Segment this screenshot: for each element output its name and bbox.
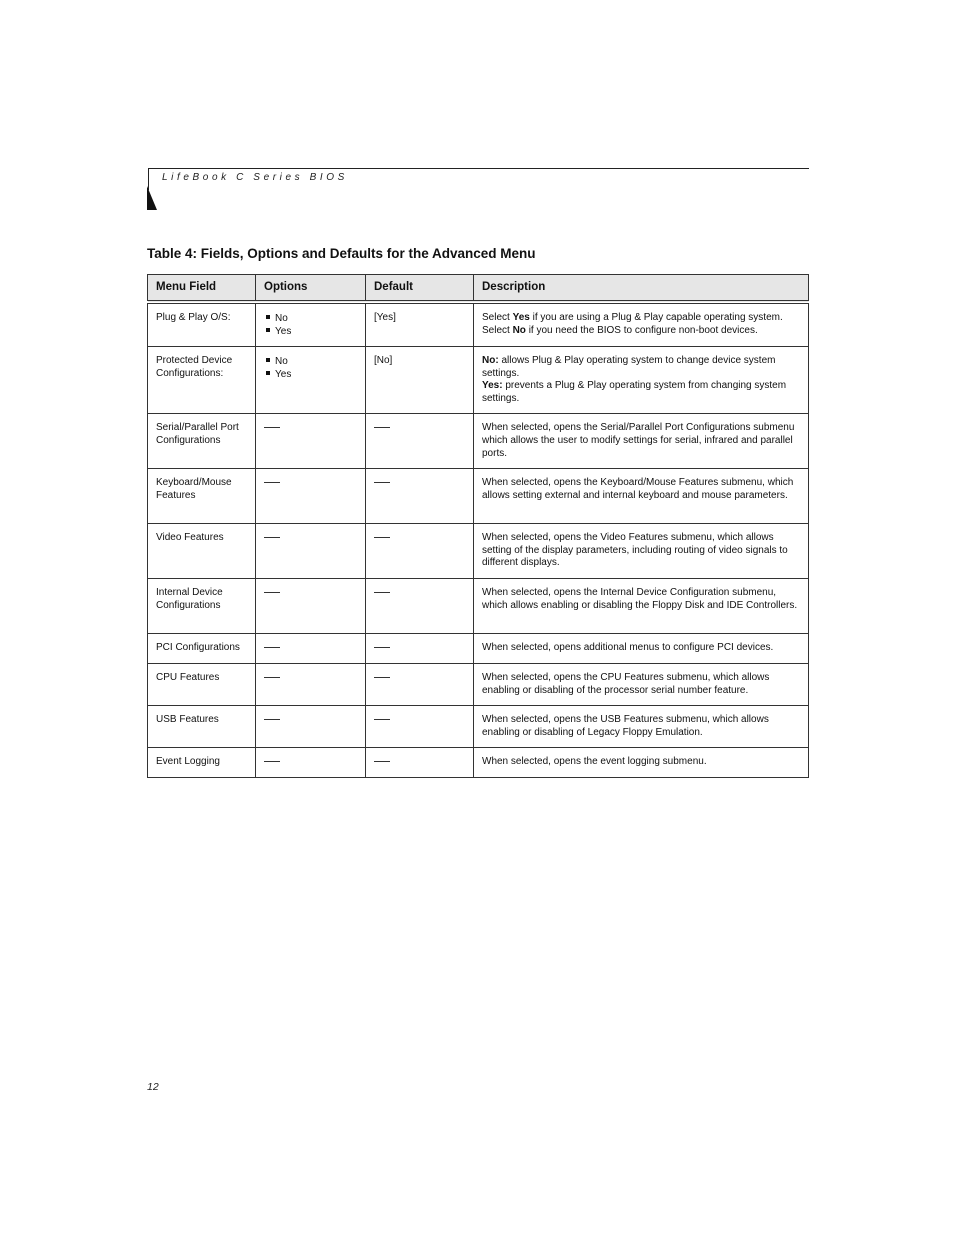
dash-icon: [374, 647, 390, 648]
dash-icon: [264, 537, 280, 538]
option-item: No: [264, 312, 359, 325]
table-row: [148, 663, 809, 705]
menu-field-cell: Event Logging: [148, 748, 256, 778]
description-cell: When selected, opens the Keyboard/Mouse Features submenu, which allows setting external and internal keyboard and mouse parameters.: [474, 469, 809, 524]
dash-icon: [374, 677, 390, 678]
description-cell: When selected, opens additional menus to configure PCI devices.: [474, 633, 809, 663]
default-cell: [366, 633, 474, 663]
default-cell: [366, 414, 474, 469]
options-cell: [256, 302, 366, 347]
col-header-default: Default: [366, 275, 474, 303]
dash-icon: [374, 719, 390, 720]
dash-icon: [374, 761, 390, 762]
table-row: [148, 302, 809, 347]
table-row: [148, 748, 809, 778]
menu-field-cell: USB Features: [148, 706, 256, 748]
menu-field-cell: CPU Features: [148, 663, 256, 705]
description-line: Yes: prevents a Plug & Play operating system from changing system settings.: [482, 380, 787, 404]
options-cell: [256, 347, 366, 414]
description-cell: When selected, opens the CPU Features submenu, which allows enabling or disabling of the processor serial number feature.: [474, 663, 809, 705]
table-header-row: [148, 275, 809, 303]
header-rule: [148, 168, 809, 169]
col-header-options: Options: [256, 275, 366, 303]
dash-icon: [264, 592, 280, 593]
menu-field-cell: Plug & Play O/S:: [148, 302, 256, 347]
advanced-menu-table: [147, 274, 809, 778]
dash-icon: [264, 647, 280, 648]
menu-field-cell: Video Features: [148, 524, 256, 579]
dash-icon: [264, 719, 280, 720]
bullet-icon: [266, 315, 270, 319]
page-number: 12: [147, 1081, 159, 1093]
table-row: [148, 524, 809, 579]
dash-icon: [374, 427, 390, 428]
header-wedge-mark: [147, 186, 157, 210]
options-cell: [256, 414, 366, 469]
dash-icon: [264, 482, 280, 483]
default-cell: [366, 748, 474, 778]
description-cell: When selected, opens the USB Features submenu, which allows enabling or disabling of Legacy Floppy Emulation.: [474, 706, 809, 748]
table-caption: Table 4: Fields, Options and Defaults for the Advanced Menu: [147, 246, 536, 261]
description-cell: When selected, opens the event logging submenu.: [474, 748, 809, 778]
description-cell: When selected, opens the Video Features submenu, which allows setting of the display parameters, including routing of video signals to different displays.: [474, 524, 809, 579]
description-line: Select Yes if you are using a Plug & Play capable operating system.: [482, 312, 783, 323]
options-cell: [256, 748, 366, 778]
description-cell: [474, 302, 809, 347]
table-row: [148, 414, 809, 469]
table-row: [148, 633, 809, 663]
menu-field-cell: Protected Device Configurations:: [148, 347, 256, 414]
options-cell: [256, 469, 366, 524]
description-cell: When selected, opens the Internal Device Configuration submenu, which allows enabling or disabling the Floppy Disk and IDE Controllers.: [474, 578, 809, 633]
option-item: No: [264, 355, 359, 368]
default-cell: [366, 524, 474, 579]
options-cell: [256, 663, 366, 705]
options-cell: [256, 524, 366, 579]
col-header-description: Description: [474, 275, 809, 303]
default-cell: [366, 663, 474, 705]
option-item: Yes: [264, 368, 359, 381]
options-cell: [256, 706, 366, 748]
table-row: [148, 469, 809, 524]
bullet-icon: [266, 358, 270, 362]
option-item: Yes: [264, 325, 359, 338]
table-row: [148, 706, 809, 748]
dash-icon: [264, 677, 280, 678]
default-cell: [366, 469, 474, 524]
description-line: Select No if you need the BIOS to configure non-boot devices.: [482, 324, 758, 336]
options-cell: [256, 578, 366, 633]
dash-icon: [374, 482, 390, 483]
dash-icon: [264, 761, 280, 762]
options-cell: [256, 633, 366, 663]
default-cell: [366, 706, 474, 748]
description-cell: [474, 347, 809, 414]
table-row: [148, 347, 809, 414]
menu-field-cell: Serial/Parallel Port Configurations: [148, 414, 256, 469]
table-row: [148, 578, 809, 633]
menu-field-cell: PCI Configurations: [148, 633, 256, 663]
description-line: No: allows Plug & Play operating system to change device system settings.: [482, 355, 776, 379]
default-cell: [Yes]: [366, 302, 474, 347]
bullet-icon: [266, 371, 270, 375]
default-cell: [No]: [366, 347, 474, 414]
description-cell: When selected, opens the Serial/Parallel Port Configurations submenu which allows the user to modify settings for serial, infrared and parallel ports.: [474, 414, 809, 469]
col-header-menu-field: Menu Field: [148, 275, 256, 303]
default-cell: [366, 578, 474, 633]
bullet-icon: [266, 328, 270, 332]
dash-icon: [264, 427, 280, 428]
menu-field-cell: Keyboard/Mouse Features: [148, 469, 256, 524]
dash-icon: [374, 537, 390, 538]
menu-field-cell: Internal Device Configurations: [148, 578, 256, 633]
dash-icon: [374, 592, 390, 593]
running-head: LifeBook C Series BIOS: [162, 172, 348, 183]
